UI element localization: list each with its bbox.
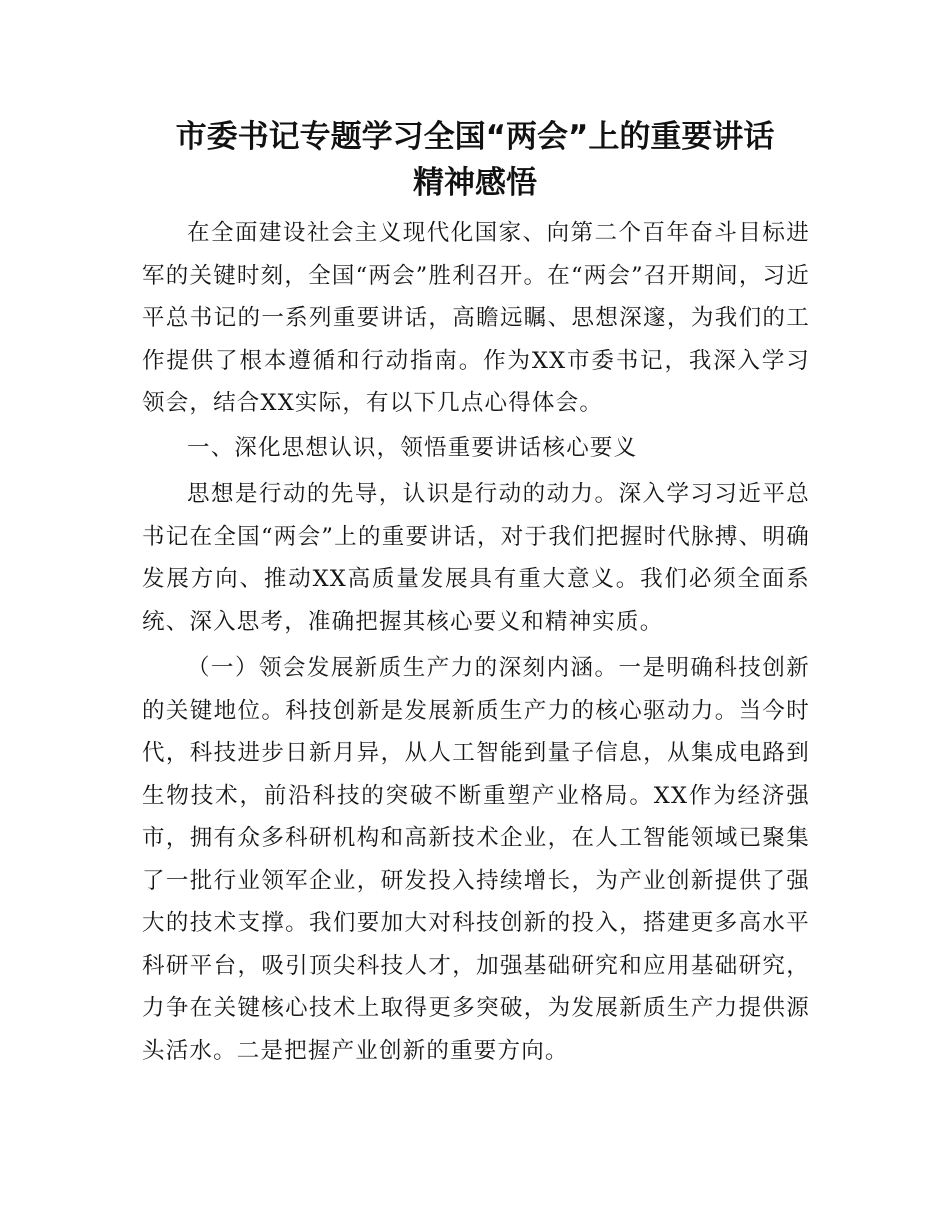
section-1-paragraph: 思想是行动的先导，认识是行动的动力。深入学习习近平总书记在全国“两会”上的重要讲话，对于我们把握时代脉搏、明确发展方向、推动XX高质量发展具有重大意义。我们必须全面系统、深入思考，准确把握其核心要义和精神实质。 (142, 481, 810, 635)
intro-paragraph: 在全面建设社会主义现代化国家、向第二个百年奋斗目标进军的关键时刻，全国“两会”胜利召开。在“两会”召开期间，习近平总书记的一系列重要讲话，高瞻远瞩、思想深邃，为我们的工作提供了根本遵循和行动指南。作为XX市委书记，我深入学习领会，结合XX实际，有以下几点心得体会。 (142, 220, 810, 416)
document-title-line-2: 精神感悟 (413, 165, 537, 201)
subsection-1-paragraph: （一）领会发展新质生产力的深刻内涵。一是明确科技创新的关键地位。科技创新是发展新质生产力的核心驱动力。当今时代，科技进步日新月异，从人工智能到量子信息，从集成电路到生物技术，前沿科技的突破不断重塑产业格局。XX作为经济强市，拥有众多科研机构和高新技术企业，在人工智能领域已聚集了一批行业领军企业，研发投入持续增长，为产业创新提供了强大的技术支撑。我们要加大对科技创新的投入，搭建更多高水平科研平台，吸引顶尖科技人才，加强基础研究和应用基础研究，力争在关键核心技术上取得更多突破，为发展新质生产力提供源头活水。二是把握产业创新的重要方向。 (142, 655, 810, 1064)
section-heading-1: 一、深化思想认识，领悟重要讲话核心要义 (187, 434, 638, 461)
document-title-line-1: 市委书记专题学习全国“两会”上的重要讲话 (175, 119, 775, 155)
document-body (142, 212, 810, 1072)
